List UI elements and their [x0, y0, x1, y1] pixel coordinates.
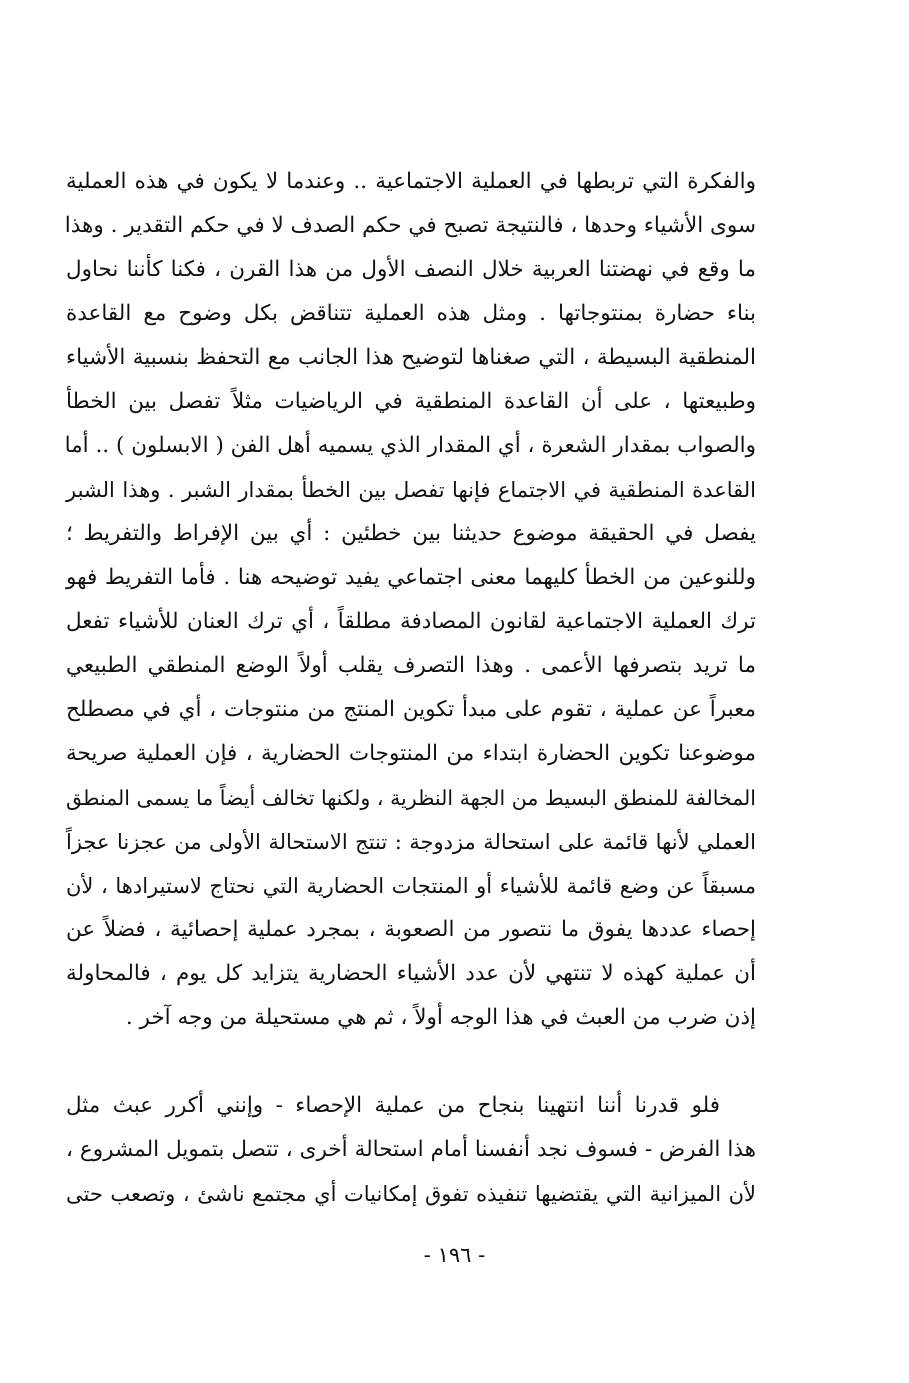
- text-line: وطبيعتها ، على أن القاعدة المنطقية في الرياضيات مثلاً تفصل بين الخطأ: [66, 389, 756, 414]
- text-line: ما وقع في نهضتنا العربية خلال النصف الأول من هذا القرن ، فكنا كأننا نحاول: [66, 257, 756, 282]
- text-line: بناء حضارة بمنتوجاتها . ومثل هذه العملية تتناقض بكل وضوح مع القاعدة: [66, 301, 756, 326]
- text-line: والفكرة التي تربطها في العملية الاجتماعية .. وعندما لا يكون في هذه العملية: [66, 169, 756, 194]
- text-line: ترك العملية الاجتماعية لقانون المصادفة مطلقاً ، أي ترك العنان للأشياء تفعل: [66, 609, 756, 634]
- text-line: هذا الفرض - فسوف نجد أنفسنا أمام استحالة أخرى ، تتصل بتمويل المشروع ،: [66, 1137, 756, 1162]
- text-line: العملي لأنها قائمة على استحالة مزدوجة : تنتج الاستحالة الأولى من عجزنا عجزاً: [66, 830, 756, 854]
- text-line: وللنوعين من الخطأ كليهما معنى اجتماعي يفيد توضيحه هنا . فأما التفريط فهو: [66, 565, 756, 590]
- text-line: سوى الأشياء وحدها ، فالنتيجة تصبح في حكم الصدف لا في حكم التقدير . وهذا: [64, 213, 756, 238]
- text-line: إحصاء عددها يفوق ما نتصور من الصعوبة ، بمجرد عملية إحصائية ، فضلاً عن: [66, 917, 756, 942]
- text-line: لأن الميزانية التي يقتضيها تنفيذه تفوق إمكانيات أي مجتمع ناشئ ، وتصعب حتى: [66, 1182, 756, 1206]
- text-line: يفصل في الحقيقة موضوع حديثنا بين خطئين : أي بين الإفراط والتفريط ؛: [66, 521, 756, 546]
- text-line: مسبقاً عن وضع قائمة للأشياء أو المنتجات الحضارية التي نحتاج لاستيرادها ، لأن: [66, 874, 756, 898]
- text-line: والصواب بمقدار الشعرة ، أي المقدار الذي يسميه أهل الفن ( الابسلون ) .. أما: [64, 433, 756, 458]
- text-line: أن عملية كهذه لا تنتهي لأن عدد الأشياء الحضارية يتزايد كل يوم ، فالمحاولة: [66, 961, 756, 986]
- paragraph-2: [66, 1084, 756, 1216]
- text-line: القاعدة المنطقية في الاجتماع فإنها تفصل بين الخطأ بمقدار الشبر . وهذا الشبر: [66, 478, 756, 502]
- text-line: ما تريد بتصرفها الأعمى . وهذا التصرف يقلب أولاً الوضع المنطقي الطبيعي: [66, 653, 756, 678]
- text-line: فلو قدرنا أننا انتهينا بنجاح من عملية الإحصاء - وإنني أكرر عبث مثل: [66, 1093, 720, 1118]
- text-line: إذن ضرب من العبث في هذا الوجه أولاً ، ثم هي مستحيلة من وجه آخر .: [125, 1005, 756, 1030]
- paragraph-1: [66, 160, 756, 1040]
- text-line: موضوعنا تكوين الحضارة ابتداء من المنتوجات الحضارية ، فإن العملية صريحة: [66, 741, 756, 766]
- text-line: المنطقية البسيطة ، التي صغناها لتوضيح هذا الجانب مع التحفظ بنسبية الأشياء: [66, 345, 756, 370]
- page-number: - ١٩٦ -: [423, 1243, 486, 1267]
- text-line: المخالفة للمنطق البسيط من الجهة النظرية ، ولكنها تخالف أيضاً ما يسمى المنطق: [66, 786, 756, 810]
- text-line: معبراً عن عملية ، تقوم على مبدأ تكوين المنتج من منتوجات ، أي في مصطلح: [66, 697, 756, 722]
